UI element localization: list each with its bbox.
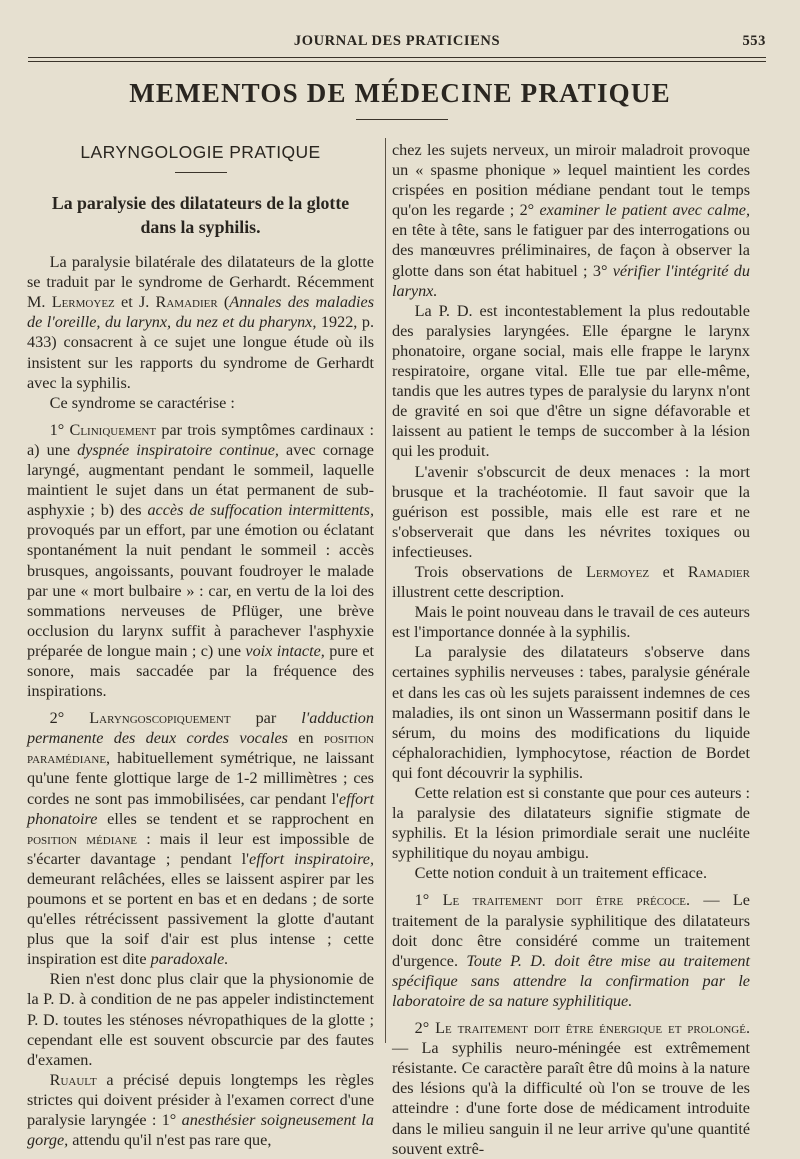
article-title-line-1: La paralysie des dilatateurs de la glotte <box>51 193 350 214</box>
main-title: MEMENTOS DE MÉDECINE PRATIQUE <box>129 78 671 108</box>
paragraph: Ce syndrome se caractérise : <box>49 393 235 412</box>
paragraph: Trois observations de Lermoyez et Ramadier illustrent cette description. <box>392 562 750 602</box>
paragraph: chez les sujets nerveux, un miroir maladroit provoque un « spasme phonique » lequel maintient les cordes crispées en position médiane pendant tout le temps qu'on les regarde ; 2° examiner le patient avec calme, en tête à tête, sans le fatiguer par des interrogations ou des manœuvres préliminaires, de façon à observer la glotte dans son état habituel ; 3° vérifier l'intégrité du larynx. <box>392 141 750 300</box>
paragraph: 2° Le traitement doit être énergique et prolongé. — La syphilis neuro-méningée est extrêmement résistante. Ce caractère paraît être dû moins à la nature des lésions qu'à la difficulté où l'on se trouve de les atteindre : d'une forte dose de médicament introduite dans le milieu sanguin il ne leur arrive qu'une quantité souvent extrê- <box>392 1019 750 1158</box>
header-rule <box>28 57 766 58</box>
column-divider <box>385 138 386 1043</box>
paragraph: Cette relation est si constante que pour ces auteurs : la paralysie des dilatateurs signifie stigmate de syphilis. Et la lésion primordiale serait une nucléite syphilitique du noyau ambigu. <box>392 784 750 863</box>
paragraph: Cette notion conduit à un traitement efficace. <box>414 864 707 883</box>
section-title: LARYNGOLOGIE PRATIQUE <box>80 142 321 162</box>
right-column <box>392 140 750 1159</box>
paragraph-tail: attendu qu'il n'est pas rare que, <box>68 1131 272 1150</box>
running-header <box>28 33 766 55</box>
paragraph: Rien n'est donc plus clair que la physionomie de la P. D. à condition de ne pas appeler indistinctement P. D. toutes les sténoses névropathiques de la glotte ; cependant elle est souvent obscurcie par des fautes d'examen. <box>27 970 374 1069</box>
journal-name: JOURNAL DES PRATICIENS <box>293 33 501 49</box>
left-column <box>27 140 374 1150</box>
paragraph: La paralysie des dilatateurs s'observe dans certaines syphilis nerveuses : tabes, paralysie générale et dans les cas où les sujets paraissent indemnes de ces maladies, ils ont sinon un Wassermann positif dans le sérum, du moins des modifications du liquide céphalorachidien, lymphocytose, réaction de Bordet qui font découvrir la syphilis. <box>392 643 750 782</box>
paragraph: 1° Cliniquement par trois symptômes cardinaux : a) une dyspnée inspiratoire continue, avec cornage laryngé, augmentant pendant le sommeil, laquelle maintient le sujet dans un état permanent de sub-asphyxie ; b) des accès de suffocation intermittents, provoqués par un effort, par une émotion ou éclatant spontanément la nuit pendant le sommeil : accès brusques, angoissants, pouvant foudroyer le malade par une « mort bulbaire » : car, en vertu de la loi des sommations nerveuses de Pflüger, une brève occlusion du larynx suffit à parachever l'asphyxie préparée de longue main ; c) une voix intacte, pure et sonore, mais saccadée par la fréquence des inspirations. <box>27 420 375 701</box>
article-title <box>27 191 374 239</box>
paragraph: La paralysie bilatérale des dilatateurs de la glotte se traduit par le syndrome de Gerhardt. Récemment M. Lermoyez et J. Ramadier (Annales des maladies de l'oreille, du larynx, du nez et du pharynx, 1922, p. 433) consacrent à ce sujet une longue étude où ils insistent sur les rapports du syndrome de Gerhardt avec la syphilis. <box>27 253 375 392</box>
article-title-line-2: dans la syphilis. <box>140 217 261 238</box>
paragraph: 2° Laryngoscopiquement par l'adduction permanente des deux cordes vocales en position paramédiane, habituellement symétrique, ne laissant qu'une fente glottique large de 1-2 millimètres ; ces cordes ne sont pas immobilisées, car pendant l'effort phonatoire elles se tendent et se rapprochent en position médiane : mais il leur est impossible de s'écarter davantage ; pendant l'effort inspiratoire, demeurant relâchées, elles se laissent aspirer par les poumons et se portent en bas et en dedans ; de sorte qu'elles rétrécissent passivement la glotte d'autant plus que la soif d'air est plus intense ; cette inspiration est dite paradoxale. <box>27 709 375 969</box>
page-number: 553 <box>742 33 766 49</box>
paragraph: Ruault a précisé depuis longtemps les règles strictes qui doivent présider à l'examen correct d'une paralysie laryngée : 1° anesthésier soigneusement la gorge, attendu qu'il n'est pas rare que, <box>27 1070 374 1150</box>
title-rule <box>356 119 448 120</box>
paragraph: L'avenir s'obscurcit de deux menaces : la mort brusque et la trachéotomie. Il faut savoir que la guérison est possible, mais elle est rare et ne s'observerait que dans les névrites toxiques ou infectieuses. <box>392 462 750 561</box>
section-rule <box>175 172 227 173</box>
paragraph: La P. D. est incontestablement la plus redoutable des paralysies laryngées. Elle épargne le larynx phonatoire, organe social, mais elle frappe le larynx respiratoire, organe vital. Elle tue par elle-même, tandis que les autres types de paralysie du larynx n'ont de gravité en soi que d'être un signe défavorable et laissent au patient le temps de succomber à la lésion qui les produit. <box>392 301 750 461</box>
paragraph: 1° Le traitement doit être précoce. — Le traitement de la paralysie syphilitique des dilatateurs doit donc être considéré comme un traitement d'urgence. Toute P. D. doit être mise au traitement spécifique sans attendre la confirmation par le laboratoire de sa nature syphilitique. <box>392 891 750 1010</box>
header-rule-thin <box>28 61 766 62</box>
paragraph: Mais le point nouveau dans le travail de ces auteurs est l'importance donnée à la syphilis. <box>392 603 750 642</box>
